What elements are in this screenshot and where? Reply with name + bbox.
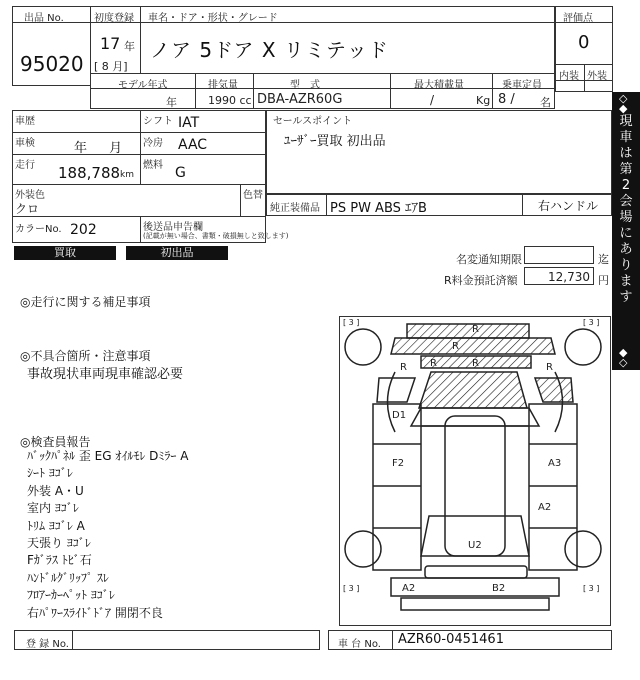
fuel-value: G — [175, 165, 186, 181]
inspector-line: ﾄﾘﾑ ﾖｺﾞﾚ A — [27, 518, 85, 533]
recycle-unit: 円 — [598, 274, 609, 287]
model-year-unit: 年 — [166, 96, 177, 109]
mileage-value: 188,788 — [58, 164, 121, 182]
equipment-label: 純正装備品 — [270, 203, 320, 214]
first-reg-year-unit: 年 — [124, 40, 135, 53]
inspection-label: 車検 — [15, 138, 35, 149]
cooler-label: 冷房 — [143, 138, 163, 149]
damage-mark-b2: B2 — [492, 583, 506, 594]
shift-value: IAT — [178, 115, 200, 131]
reg-no-label: 登 録 No. — [26, 639, 69, 650]
corner-top-right: [ 3 ] — [583, 318, 600, 327]
sales-point-text: ﾕｰｻﾞｰ買取 初出品 — [284, 134, 386, 149]
max-load-unit: Kg — [476, 94, 491, 107]
exterior-color-value: クロ — [15, 202, 40, 216]
equipment-value: PS PW ABS ｴｱB — [330, 201, 427, 216]
damage-mark-a3: A3 — [548, 458, 562, 469]
side-notice — [612, 92, 640, 370]
exterior-color-label: 外装色 — [15, 190, 45, 201]
corner-top-left: [ 3 ] — [343, 318, 360, 327]
inspector-line: ﾌﾛｱｰｶｰﾍﾟｯﾄ ﾖｺﾞﾚ — [27, 588, 115, 603]
sales-point-label: セールスポイント — [273, 116, 353, 127]
defect-text: 事故現状車両現車確認必要 — [27, 367, 184, 382]
model-value: DBA-AZR60G — [257, 92, 343, 107]
rating-label: 評価点 — [563, 13, 593, 24]
tag-kaitori: 買取 — [14, 246, 116, 260]
damage-mark-r-hood: R — [472, 358, 479, 369]
capacity-unit: 名 — [540, 96, 551, 109]
corner-bottom-right: [ 3 ] — [583, 584, 600, 593]
transfer-deadline-label: 名変通知期限 — [456, 253, 522, 266]
after-note: (記載が無い場合、書類・破損無しと致します) — [143, 232, 289, 240]
inspector-line: 外装 A・U — [27, 483, 84, 498]
inspector-line: ﾊﾞｯｸﾊﾟﾈﾙ 歪 EG ｵｲﾙﾓﾚ Dﾐﾗｰ A — [27, 449, 189, 463]
damage-mark-r-grille: R — [452, 341, 459, 352]
damage-mark-r-left-fender: R — [400, 362, 407, 373]
rating-score: 0 — [578, 32, 590, 53]
model-label: 型 式 — [290, 80, 320, 91]
damage-mark-r-front-panel: R — [430, 358, 437, 369]
fuel-label: 燃料 — [143, 160, 163, 171]
tag-first-listing: 初出品 — [126, 246, 228, 260]
capacity-label: 乗車定員 — [502, 80, 542, 91]
cooler-value: AAC — [178, 137, 208, 153]
mileage-unit: km — [120, 170, 134, 180]
inspector-line: Fｶﾞﾗｽ ﾄﾋﾞ石 — [27, 553, 92, 568]
inspector-line: 右ﾊﾟﾜｰｽﾗｲﾄﾞﾄﾞｱ 開閉不良 — [27, 605, 163, 620]
handle-side: 右ハンドル — [538, 199, 599, 213]
after-label: 後送品申告欄 — [143, 222, 203, 233]
max-load-slash: / — [430, 93, 435, 107]
car-info-label: 車名・ドア・形状・グレード — [148, 13, 278, 24]
defect-title: ◎不具合箇所・注意事項 — [20, 349, 151, 363]
model-year-label: モデル年式 — [118, 80, 168, 91]
inspector-line: 室内 ﾖｺﾞﾚ — [27, 501, 79, 516]
transfer-deadline-unit: 迄 — [598, 253, 609, 266]
side-notice-arrows-bottom: ◆◇ — [619, 346, 628, 369]
chassis-no-label: 車 台 No. — [338, 639, 381, 650]
recycle-label: R料金預託済額 — [444, 274, 518, 287]
damage-mark-r-right-fender: R — [546, 362, 553, 373]
damage-mark-d1: D1 — [392, 410, 407, 421]
supplement-title: ◎走行に関する補足事項 — [20, 295, 151, 309]
first-reg-year: 17 — [100, 34, 121, 53]
displacement-value: 1990 cc — [208, 94, 252, 107]
damage-mark-r-front-bumper: R — [472, 324, 479, 335]
lot-number: 95020 — [20, 52, 84, 76]
recycle-value: 12,730 — [548, 270, 590, 284]
color-no-value: 202 — [70, 222, 97, 238]
lot-number-label: 出品 No. — [24, 13, 64, 24]
damage-mark-a2-right-rear: A2 — [538, 502, 552, 513]
side-notice-arrows-top: ◇◆ — [619, 92, 628, 115]
inspector-title: ◎検査員報告 — [20, 435, 91, 449]
inspector-line: 天張り ﾖｺﾞﾚ — [27, 536, 91, 550]
inspector-line: ｼｰﾄ ﾖｺﾞﾚ — [27, 466, 73, 481]
mileage-label: 走行 — [15, 160, 35, 171]
damage-mark-f2: F2 — [392, 458, 405, 469]
color-no-label: カラーNo. — [15, 224, 62, 235]
corner-bottom-left: [ 3 ] — [343, 584, 360, 593]
capacity-value: 8 / — [498, 92, 515, 107]
displacement-label: 排気量 — [208, 80, 238, 91]
transfer-deadline-box — [524, 246, 594, 264]
side-notice-text: 現車は第2会場にあります — [619, 114, 633, 305]
inspection-value: 年 月 — [74, 141, 123, 156]
interior-label: 内装 — [559, 71, 579, 82]
first-reg-label: 初度登録 — [94, 13, 134, 24]
history-label: 車歴 — [15, 116, 35, 127]
color-change-label: 色替 — [243, 190, 263, 201]
damage-mark-a2-rear: A2 — [402, 583, 416, 594]
exterior-label: 外装 — [587, 71, 607, 82]
chassis-no-value: AZR60-0451461 — [398, 632, 504, 647]
inspector-line: ﾊﾝﾄﾞﾙｸﾞﾘｯﾌﾟ ｽﾚ — [27, 570, 109, 585]
max-load-label: 最大積載量 — [414, 80, 464, 91]
shift-label: シフト — [143, 116, 173, 127]
damage-mark-u2: U2 — [468, 540, 482, 551]
car-name: ノア 5ドア X リミテッド — [150, 38, 389, 62]
first-reg-month: [ 8 月] — [94, 60, 128, 73]
